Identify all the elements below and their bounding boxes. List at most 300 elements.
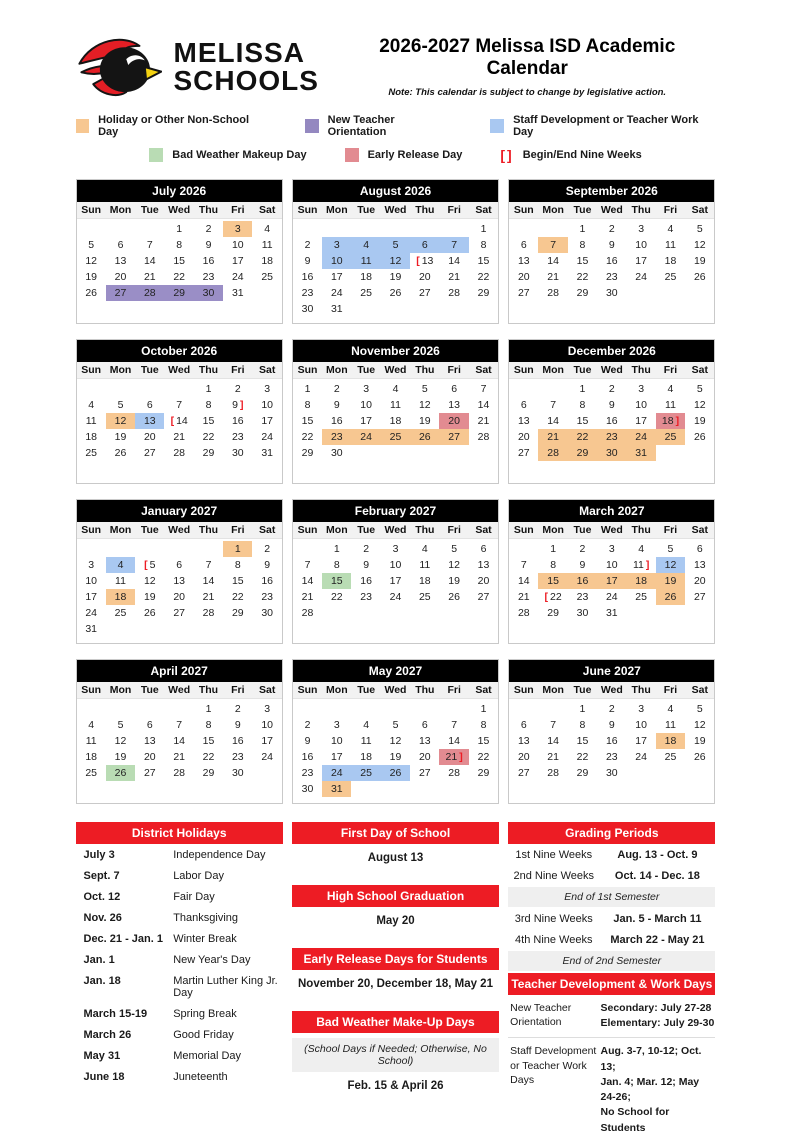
day-grid (77, 539, 282, 643)
calendar-day (439, 589, 468, 605)
day-number: 18 (664, 255, 677, 267)
day-number: 25 (360, 767, 372, 779)
day-grid (509, 379, 714, 483)
calendar-day (685, 253, 714, 269)
weekday-label: Mon (326, 364, 348, 376)
calendar-day (410, 701, 439, 717)
day-number: 24 (85, 607, 97, 619)
day-number: 24 (231, 271, 244, 283)
calendar-day (439, 717, 468, 733)
calendar-day (351, 733, 380, 749)
calendar-day (626, 765, 655, 781)
calendar-day (293, 557, 322, 573)
day-number: 14 (547, 735, 559, 747)
calendar-day (410, 301, 439, 317)
day-number: 18 (661, 415, 674, 427)
day-number: 2 (608, 383, 615, 395)
calendar-day (626, 541, 655, 557)
calendar-day (252, 541, 281, 557)
day-number: 3 (264, 383, 271, 395)
day-number: 27 (693, 591, 706, 603)
day-number: 18 (85, 431, 97, 443)
day-number: 30 (301, 303, 314, 315)
weekday-row (509, 522, 714, 539)
weekday-label: Wed (384, 524, 407, 536)
day-number: 24 (330, 767, 343, 779)
calendar-day (194, 765, 223, 781)
month-calendar (508, 179, 715, 324)
calendar-day (106, 557, 135, 573)
calendar-day (106, 701, 135, 717)
calendar-day (164, 269, 193, 285)
day-number: 7 (451, 719, 458, 731)
calendar-day (135, 589, 164, 605)
calendar-day (597, 589, 626, 605)
day-number: 17 (85, 591, 97, 603)
day-number: 17 (330, 271, 343, 283)
weekday-label: Mon (542, 204, 564, 216)
calendar-day (626, 429, 655, 445)
day-number: 15 (576, 735, 589, 747)
makeup-swatch (149, 148, 163, 162)
day-number: 24 (261, 431, 273, 443)
day-number: 1 (304, 383, 311, 395)
calendar-day (164, 381, 193, 397)
calendar-day (439, 733, 468, 749)
day-number: 4 (88, 719, 95, 731)
day-number: 13 (477, 559, 490, 571)
calendar-day (135, 621, 164, 637)
teacher-days-list (508, 995, 715, 1142)
key-date-value: Feb. 15 & April 26 (347, 1080, 444, 1092)
weekday-label: Tue (357, 204, 376, 216)
calendar-day (597, 445, 626, 461)
calendar-day (223, 237, 252, 253)
calendar-day (322, 541, 351, 557)
day-number: 5 (117, 719, 124, 731)
calendar-day (538, 557, 567, 573)
calendar-day (164, 285, 193, 301)
early-swatch (345, 148, 359, 162)
calendar-day (164, 733, 193, 749)
weekday-label: Thu (415, 204, 435, 216)
day-number: 28 (448, 767, 460, 779)
day-number: 18 (360, 271, 372, 283)
calendar-day (252, 221, 281, 237)
day-number: 2 (205, 223, 212, 235)
calendar-day (194, 621, 223, 637)
semester-divider: End of 1st Semester (508, 887, 715, 907)
calendar-day (597, 573, 626, 589)
calendar-day (685, 285, 714, 301)
calendar-day (469, 237, 498, 253)
day-number: 24 (261, 751, 273, 763)
weekday-row (509, 682, 714, 699)
weekday-label: Wed (168, 364, 191, 376)
calendar-day (597, 253, 626, 269)
weekday-label: Sun (81, 364, 102, 376)
calendar-day (538, 717, 567, 733)
calendar-day (135, 605, 164, 621)
calendar-day (194, 237, 223, 253)
weekday-label: Tue (140, 204, 159, 216)
calendar-day (469, 253, 498, 269)
title-block (339, 36, 716, 98)
holiday-name: Fair Day (173, 891, 215, 903)
calendar-day (135, 717, 164, 733)
month-calendar (76, 659, 283, 804)
calendar-day (469, 269, 498, 285)
calendar-day (135, 237, 164, 253)
calendar-day (469, 557, 498, 573)
grading-label: 1st Nine Weeks (515, 849, 593, 861)
holiday-row (76, 1066, 283, 1087)
calendar-day (410, 413, 439, 429)
day-number: 30 (605, 447, 618, 459)
weekday-row (77, 202, 282, 219)
calendar-day (685, 381, 714, 397)
day-number: 16 (301, 271, 314, 283)
calendar-day (439, 429, 468, 445)
calendar-day (322, 557, 351, 573)
staff-swatch (490, 119, 504, 133)
day-number: 17 (261, 735, 273, 747)
calendar-day (509, 237, 538, 253)
day-number: 29 (576, 287, 589, 299)
weekday-label: Sat (258, 684, 276, 696)
day-number: 20 (517, 271, 530, 283)
calendar-day (322, 749, 351, 765)
calendar-day (597, 429, 626, 445)
day-number: 25 (261, 271, 273, 283)
day-number: 19 (143, 591, 156, 603)
day-number: 7 (451, 239, 458, 251)
day-number: 15 (202, 735, 215, 747)
day-number: 6 (451, 383, 458, 395)
month-calendar (292, 179, 499, 324)
month-calendar (508, 659, 715, 804)
calendar-day (626, 605, 655, 621)
day-number: 26 (664, 591, 677, 603)
calendar-day (509, 429, 538, 445)
day-number: 9 (363, 559, 370, 571)
calendar-day (351, 765, 380, 781)
calendar-day (351, 701, 380, 717)
day-number: 25 (389, 431, 402, 443)
calendar-day (509, 733, 538, 749)
month-title: November 2026 (293, 340, 498, 362)
calendar-day (509, 701, 538, 717)
calendar-day (293, 701, 322, 717)
calendar-day (194, 429, 223, 445)
calendar-day (164, 237, 193, 253)
holiday-date: Oct. 12 (83, 891, 121, 903)
calendar-day (538, 413, 567, 429)
calendar-day (194, 541, 223, 557)
calendar-day (293, 445, 322, 461)
calendar-day (381, 381, 410, 397)
calendar-day (351, 541, 380, 557)
calendar-day (685, 397, 714, 413)
holiday-swatch (76, 119, 90, 133)
calendar-day (538, 765, 567, 781)
day-number: 1 (205, 383, 212, 395)
day-number: 26 (693, 431, 706, 443)
calendar-day (194, 717, 223, 733)
calendar-day (509, 253, 538, 269)
calendar-day (597, 557, 626, 573)
day-number: 25 (360, 287, 372, 299)
weekday-label: Fri (231, 364, 245, 376)
calendar-day (252, 413, 281, 429)
calendar-day (194, 733, 223, 749)
calendar-day (381, 605, 410, 621)
calendar-day (597, 701, 626, 717)
weekday-label: Sun (297, 524, 318, 536)
teacher-dates-line: Secondary: July 27-28 (600, 1002, 712, 1014)
day-number: 6 (696, 543, 703, 555)
calendar-day (656, 541, 685, 557)
day-number: 30 (231, 767, 244, 779)
day-number: 13 (173, 575, 185, 587)
weekday-label: Tue (357, 684, 376, 696)
day-number: 22 (202, 431, 215, 443)
day-number: 9 (579, 559, 586, 571)
day-number: 31 (85, 623, 97, 635)
holiday-date: July 3 (83, 849, 115, 861)
day-number: 5 (696, 383, 703, 395)
day-number: 10 (389, 559, 402, 571)
day-number: 24 (389, 591, 402, 603)
calendar-day (381, 557, 410, 573)
calendar-day (77, 749, 106, 765)
day-number: 10 (360, 399, 372, 411)
grading-row (508, 865, 715, 886)
legend-label: New Teacher Orientation (327, 114, 395, 138)
calendar-day (509, 605, 538, 621)
calendar-day (135, 221, 164, 237)
day-number: 13 (517, 735, 530, 747)
calendar-day (538, 445, 567, 461)
day-grid (77, 219, 282, 323)
calendar-day (439, 573, 468, 589)
month-title: October 2026 (77, 340, 282, 362)
day-number: 20 (418, 271, 431, 283)
calendar-day (351, 253, 380, 269)
calendar-day (77, 445, 106, 461)
calendar-day (322, 429, 351, 445)
day-number: 8 (333, 559, 340, 571)
weekday-label: Wed (600, 524, 623, 536)
calendar-day (351, 381, 380, 397)
calendar-day (469, 781, 498, 797)
weekday-label: Sun (513, 524, 534, 536)
day-number: 9 (608, 239, 615, 251)
day-number: 2 (264, 543, 271, 555)
calendar-day (568, 413, 597, 429)
weekday-label: Thu (631, 684, 651, 696)
day-number: 15 (173, 255, 185, 267)
calendar-day (410, 381, 439, 397)
calendar-day (322, 733, 351, 749)
calendar-day (293, 733, 322, 749)
day-number: 1 (480, 703, 487, 715)
holiday-name: Memorial Day (173, 1050, 242, 1062)
brand-line1: MELISSA (173, 37, 305, 68)
calendar-day (509, 445, 538, 461)
day-number: 2 (304, 239, 311, 251)
day-number: 7 (550, 239, 557, 251)
day-number: 9 (232, 399, 238, 411)
day-number: 30 (231, 447, 244, 459)
calendar-day (469, 701, 498, 717)
weekday-label: Mon (542, 524, 564, 536)
day-number: 27 (143, 447, 156, 459)
weekday-row (293, 362, 498, 379)
calendar-day (538, 269, 567, 285)
calendar-day (538, 749, 567, 765)
holiday-row (76, 970, 283, 1003)
calendar-day (597, 269, 626, 285)
day-number: 15 (301, 415, 314, 427)
day-number: 3 (264, 703, 271, 715)
day-number: 11 (390, 399, 401, 411)
holiday-row (76, 844, 283, 865)
calendar-day (106, 285, 135, 301)
day-grid (293, 539, 498, 643)
day-number: 9 (234, 719, 241, 731)
calendar-day (322, 573, 351, 589)
calendar-day (656, 445, 685, 461)
holiday-name: Good Friday (173, 1029, 234, 1041)
grading-row (508, 908, 715, 929)
holiday-row (76, 865, 283, 886)
day-number: 29 (231, 607, 244, 619)
day-number: 4 (667, 383, 674, 395)
calendar-day (252, 253, 281, 269)
calendar-day (293, 301, 322, 317)
holiday-date: Dec. 21 - Jan. 1 (83, 933, 163, 945)
day-number: 22 (477, 271, 490, 283)
calendar-day (351, 589, 380, 605)
calendar-day (439, 557, 468, 573)
day-number: 27 (418, 767, 431, 779)
calendar-day (77, 605, 106, 621)
day-number: 19 (664, 575, 677, 587)
calendar-day (656, 733, 685, 749)
day-number: 21 (448, 271, 460, 283)
day-number: 4 (363, 719, 370, 731)
day-number: 18 (664, 735, 677, 747)
legend-row (76, 114, 716, 138)
day-number: 13 (418, 735, 431, 747)
month-title: December 2026 (509, 340, 714, 362)
weekday-label: Mon (109, 204, 132, 216)
calendar-day (194, 573, 223, 589)
day-number: 24 (605, 591, 618, 603)
calendar-day (106, 269, 135, 285)
day-number: 23 (576, 591, 589, 603)
day-number: 22 (576, 431, 589, 443)
day-number: 13 (143, 415, 156, 427)
day-number: 26 (143, 607, 156, 619)
day-number: 30 (261, 607, 273, 619)
day-number: 8 (579, 399, 586, 411)
calendar-day (223, 589, 252, 605)
calendar-day (194, 285, 223, 301)
calendar-day (164, 573, 193, 589)
day-number: 27 (114, 287, 127, 299)
day-number: 14 (202, 575, 215, 587)
day-number: 1 (333, 543, 340, 555)
holiday-row (76, 949, 283, 970)
weekday-label: Sun (513, 204, 534, 216)
holiday-date: June 18 (83, 1071, 125, 1083)
weekday-label: Wed (384, 364, 407, 376)
day-number: 23 (301, 287, 314, 299)
calendar-day (568, 269, 597, 285)
holiday-date: March 26 (83, 1029, 132, 1041)
day-number: 12 (389, 255, 402, 267)
month-title: February 2027 (293, 500, 498, 522)
day-number: 5 (696, 703, 703, 715)
day-number: 31 (330, 303, 343, 315)
calendar-day (135, 285, 164, 301)
calendar-day (538, 573, 567, 589)
day-number: 23 (360, 591, 372, 603)
weekday-label: Thu (415, 524, 435, 536)
calendar-day (252, 621, 281, 637)
weekday-label: Sun (81, 204, 102, 216)
day-number: 15 (477, 735, 490, 747)
calendar-day (351, 445, 380, 461)
end-nine-weeks-bracket: ] (459, 751, 463, 763)
month-calendar (76, 339, 283, 484)
weekday-row (293, 202, 498, 219)
calendar-day (685, 701, 714, 717)
calendar-day (351, 237, 380, 253)
day-number: 17 (635, 735, 647, 747)
calendar-day (597, 381, 626, 397)
day-number: 4 (667, 223, 674, 235)
calendar-day (597, 733, 626, 749)
day-number: 22 (173, 271, 185, 283)
day-number: 24 (635, 431, 647, 443)
calendar-day (381, 765, 410, 781)
holiday-date: Jan. 18 (83, 975, 121, 987)
day-number: 2 (234, 703, 241, 715)
day-number: 28 (173, 447, 185, 459)
brand-line2: SCHOOLS (173, 65, 319, 96)
day-number: 16 (605, 415, 618, 427)
day-number: 22 (301, 431, 314, 443)
day-number: 26 (389, 287, 402, 299)
calendar-day (252, 733, 281, 749)
day-number: 28 (517, 607, 530, 619)
calendar-day (293, 285, 322, 301)
month-calendar (508, 339, 715, 484)
calendar-day (469, 413, 498, 429)
calendar-day (469, 717, 498, 733)
calendar-day (410, 445, 439, 461)
day-number: 9 (304, 255, 311, 267)
calendar-day (509, 397, 538, 413)
calendar-day (135, 749, 164, 765)
month-calendar (292, 499, 499, 644)
calendar-day (381, 397, 410, 413)
day-number: 4 (117, 559, 124, 571)
calendar-day (410, 573, 439, 589)
